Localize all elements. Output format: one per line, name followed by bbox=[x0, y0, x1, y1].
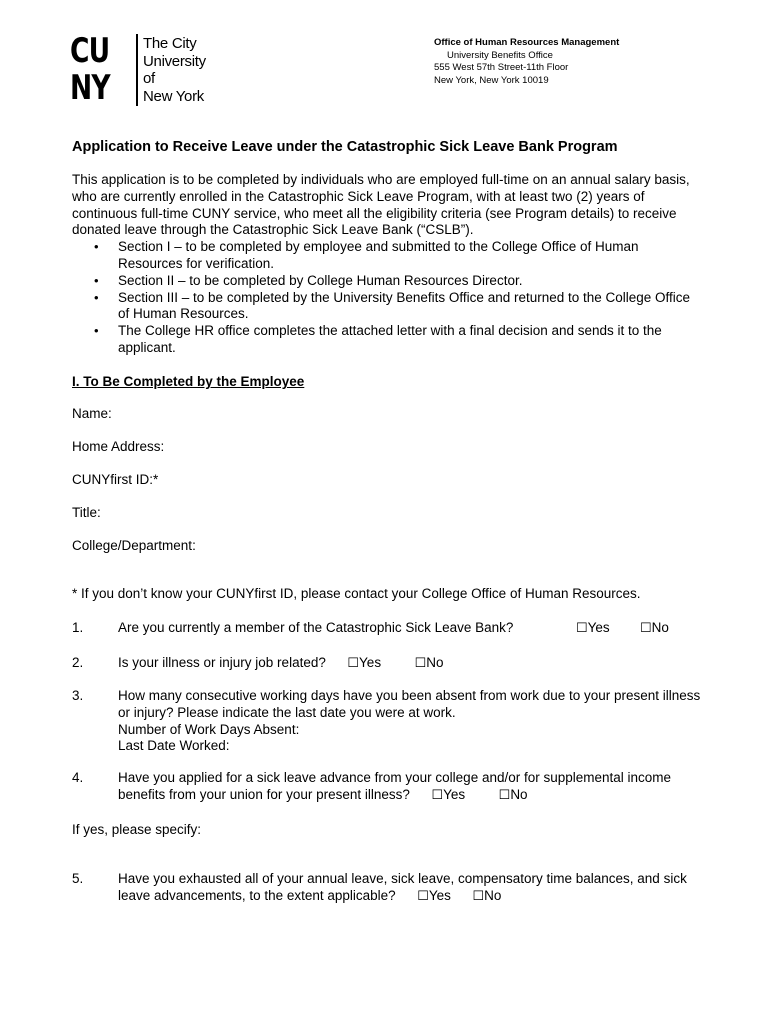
logo-divider bbox=[136, 34, 138, 106]
list-item: • The College HR office completes the attached letter with a final decision and sends it to the applicant. bbox=[94, 323, 662, 355]
question-1 bbox=[72, 620, 702, 637]
list-item: • Section II – to be completed by College Human Resources Director. bbox=[94, 272, 523, 288]
office-subname: University Benefits Office bbox=[447, 49, 553, 61]
logo-mark-bottom: NY bbox=[70, 68, 110, 108]
question-3 bbox=[72, 688, 702, 755]
question-text: Are you currently a member of the Catastrophic Sick Leave Bank? bbox=[118, 620, 514, 635]
question-text: Is your illness or injury job related? bbox=[118, 655, 326, 670]
cunyfirst-note: * If you don’t know your CUNYfirst ID, please contact your College Office of Human Resources. bbox=[72, 586, 641, 601]
checkbox-icon[interactable]: ☐ bbox=[431, 786, 444, 802]
checkbox-icon[interactable]: ☐ bbox=[347, 655, 360, 670]
q5-no-checkbox[interactable]: ☐No bbox=[472, 887, 502, 903]
logo-line-2: University bbox=[143, 52, 206, 70]
question-text: Have you applied for a sick leave advance from your college and/or for supplemental income benefits from your union for your present illness? bbox=[118, 770, 672, 802]
office-street: 555 West 57th Street-11th Floor bbox=[434, 62, 569, 73]
q2-no-checkbox[interactable]: ☐No bbox=[414, 655, 444, 670]
q4-no-checkbox[interactable]: ☐No bbox=[498, 786, 528, 802]
checkbox-icon[interactable]: ☐ bbox=[414, 655, 427, 670]
work-days-absent-field[interactable]: Number of Work Days Absent: bbox=[118, 721, 300, 737]
logo-line-1: The City bbox=[143, 35, 197, 52]
q2-yes-checkbox[interactable]: ☐Yes bbox=[347, 655, 382, 670]
q4-yes-checkbox[interactable]: ☐Yes bbox=[431, 786, 466, 802]
list-item: • Section III – to be completed by the University Benefits Office and returned to the College Office of Human Resources. bbox=[94, 289, 691, 322]
logo-wordmark bbox=[143, 35, 206, 105]
title-field[interactable]: Title: bbox=[72, 505, 101, 520]
page-title: Application to Receive Leave under the Catastrophic Sick Leave Bank Program bbox=[72, 139, 618, 155]
instruction-list bbox=[72, 239, 692, 357]
question-2 bbox=[72, 655, 702, 672]
q1-yes-checkbox[interactable]: ☐Yes bbox=[576, 620, 610, 635]
question-text: How many consecutive working days have you been absent from work due to your present illness or injury? Please indicate the last date you were at work. bbox=[118, 688, 701, 720]
question-number: 1. bbox=[72, 620, 84, 635]
checkbox-icon[interactable]: ☐ bbox=[576, 620, 588, 635]
name-field[interactable]: Name: bbox=[72, 406, 112, 421]
intro-paragraph: This application is to be completed by individuals who are employed full-time on an annual salary basis, who are currently enrolled in the Catastrophic Sick Leave Program, with at least two (2) years of continuous full-time CUNY service, who meet all the eligibility criteria (see Program details) to receive donated leave through the Catastrophic Sick Leave Bank (“CSLB”). bbox=[72, 172, 690, 238]
list-item: • Section I – to be completed by employee and submitted to the College Office of Human Resources for verification. bbox=[94, 239, 639, 271]
q1-no-checkbox[interactable]: ☐No bbox=[640, 620, 669, 635]
checkbox-icon[interactable]: ☐ bbox=[417, 887, 429, 903]
college-department-field[interactable]: College/Department: bbox=[72, 538, 196, 553]
question-number: 5. bbox=[72, 871, 84, 886]
logo-line-4: New York bbox=[143, 87, 204, 105]
home-address-field[interactable]: Home Address: bbox=[72, 439, 165, 454]
logo-mark-top: CU bbox=[70, 31, 110, 71]
cuny-logo bbox=[70, 31, 220, 108]
logo-line-3: of bbox=[143, 70, 155, 87]
cunyfirst-id-field[interactable]: CUNYfirst ID:* bbox=[72, 472, 159, 487]
checkbox-icon[interactable]: ☐ bbox=[472, 887, 485, 903]
office-city: New York, New York 10019 bbox=[434, 74, 549, 86]
question-number: 2. bbox=[72, 655, 84, 670]
checkbox-icon[interactable]: ☐ bbox=[640, 620, 652, 635]
q5-yes-checkbox[interactable]: ☐Yes bbox=[417, 887, 451, 903]
cuny-logo-mark bbox=[70, 31, 136, 108]
intro-block bbox=[72, 172, 692, 357]
office-name: Office of Human Resources Management bbox=[434, 37, 620, 48]
question-text: Have you exhausted all of your annual leave, sick leave, compensatory time balances, and sick leave advancements, to the extent applicable? bbox=[118, 871, 687, 903]
if-yes-specify-field[interactable]: If yes, please specify: bbox=[72, 822, 202, 837]
question-5 bbox=[72, 871, 702, 905]
question-4 bbox=[72, 770, 702, 804]
last-date-worked-field[interactable]: Last Date Worked: bbox=[118, 738, 230, 754]
section-heading: I. To Be Completed by the Employee bbox=[72, 374, 305, 389]
office-address bbox=[434, 37, 619, 87]
checkbox-icon[interactable]: ☐ bbox=[498, 786, 511, 802]
question-number: 3. bbox=[72, 688, 84, 703]
question-number: 4. bbox=[72, 770, 84, 785]
